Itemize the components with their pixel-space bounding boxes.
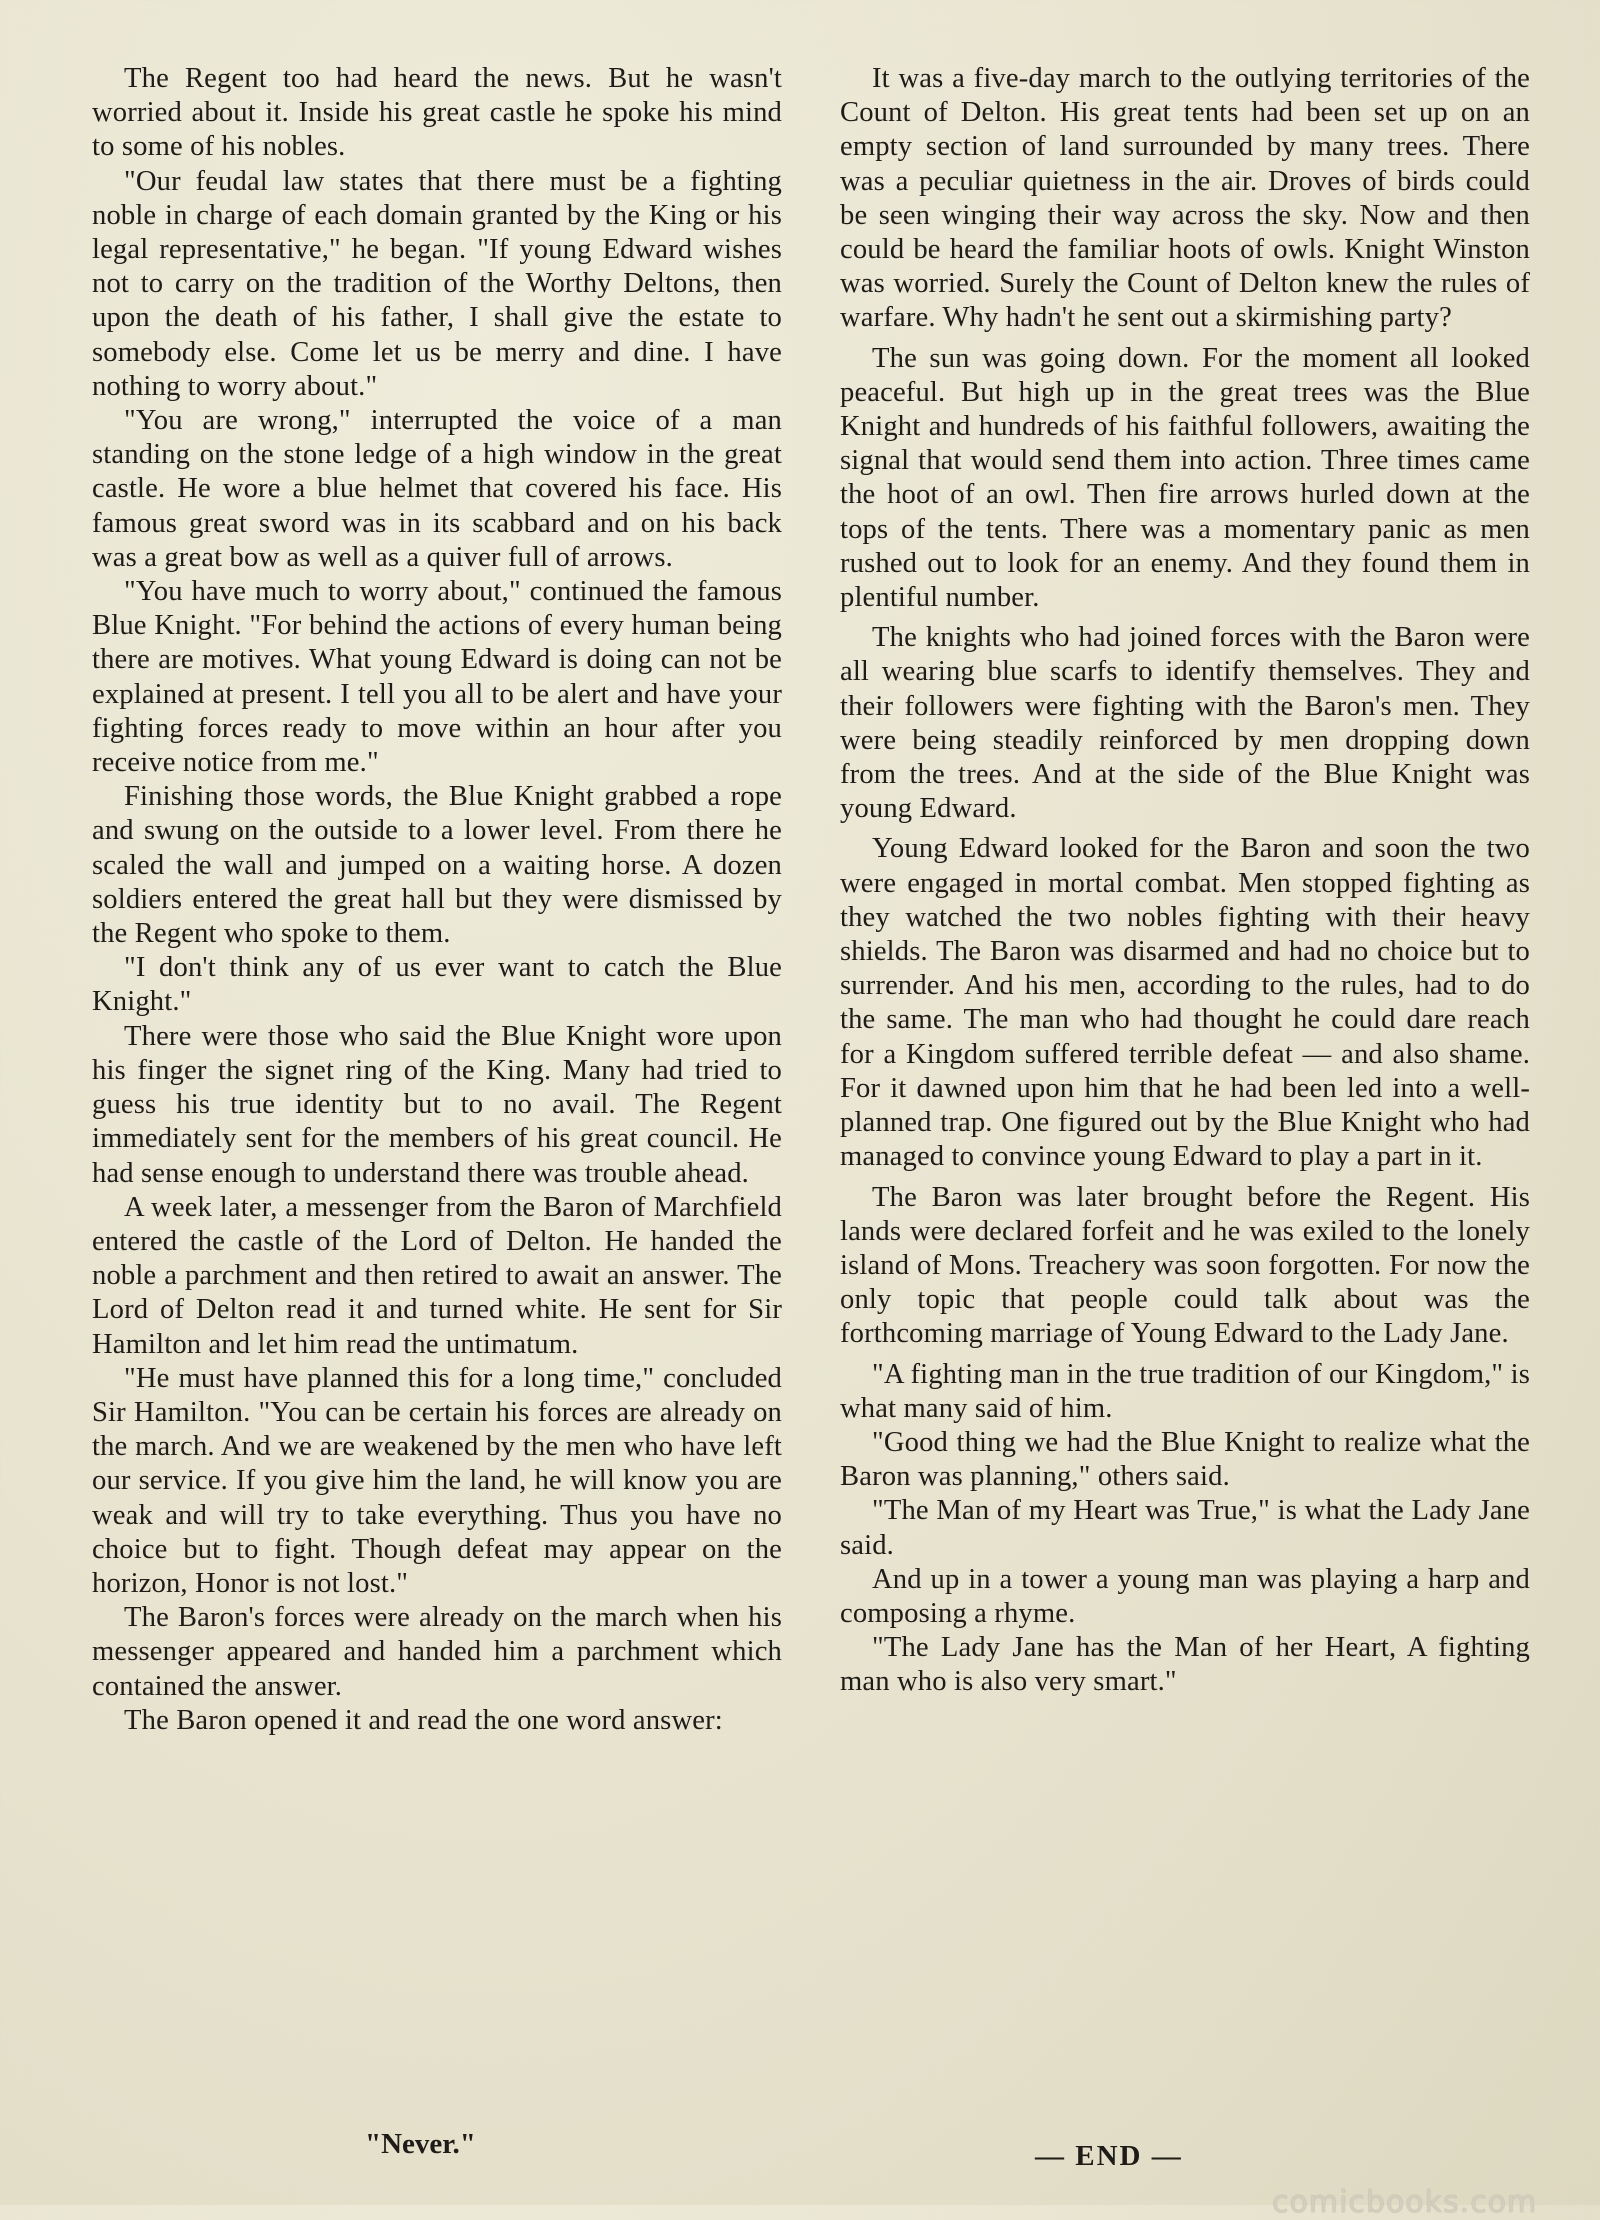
paragraph: "Our feudal law states that there must be a fighting noble in charge of each domain granted by the King or his legal representative," he began. "If young Edward wishes not to carry on the tradition of the Worthy Deltons, then upon the death of his father, I shall give the estate to somebody else. Come let us be merry and dine. I have nothing to worry about."	[92, 165, 782, 402]
paragraph: The Regent too had heard the news. But he wasn't worried about it. Inside his great castle he spoke his mind to some of his nobles.	[92, 63, 782, 163]
paragraph: "You have much to worry about," continued the famous Blue Knight. "For behind the actions of every human being there are motives. What young Edward is doing can not be explained at present. I tell you all to be alert and have your fighting forces ready to move within an hour after you receive notice from me."	[92, 576, 782, 779]
paragraph: The Baron opened it and read the one word answer:	[124, 1704, 723, 1736]
paragraph: There were those who said the Blue Knight wore upon his finger the signet ring of the King. Many had tried to guess his true identity but to no avail. The Regent immediately sent for the members of his great council. He had sense enough to understand there was trouble ahead.	[92, 1020, 782, 1189]
right-text-column	[840, 62, 1530, 1700]
left-text-column	[92, 62, 782, 1738]
paragraph: "A fighting man in the true tradition of our Kingdom," is what many said of him.	[840, 1358, 1530, 1424]
paragraph: It was a five-day march to the outlying territories of the Count of Delton. His great tents had been set up on an empty section of land surrounded by many trees. There was a peculiar quietness in the air. Droves of birds could be seen winging their way across the sky. Now and then could be heard the familiar hoots of owls. Knight Winston was worried. Surely the Count of Delton knew the rules of warfare. Why hadn't he sent out a skirmishing party?	[840, 63, 1530, 334]
paragraph: Finishing those words, the Blue Knight grabbed a rope and swung on the outside to a lower level. From there he scaled the wall and jumped on a waiting horse. A dozen soldiers entered the great hall but they were dismissed by the Regent who spoke to them.	[92, 781, 782, 950]
site-watermark: comicbooks.com	[1272, 2185, 1538, 2220]
paragraph: "The Man of my Heart was True," is what the Lady Jane said.	[840, 1495, 1530, 1561]
paragraph: A week later, a messenger from the Baron of Marchfield entered the castle of the Lord of Delton. He handed the noble a parchment and then retired to await an answer. The Lord of Delton read it and turned white. He sent for Sir Hamilton and let him read the untimatum.	[92, 1191, 782, 1360]
end-mark: — END —	[1035, 2140, 1183, 2172]
paragraph: "He must have planned this for a long time," concluded Sir Hamilton. "You can be certain his forces are already on the march. And we are weakened by the men who have left our service. If you give him the land, he will know you are weak and will try to take everything. Thus you have no choice but to fight. Though defeat may appear on the horizon, Honor is not lost."	[92, 1362, 782, 1599]
paragraph: The sun was going down. For the moment all looked peaceful. But high up in the great trees was the Blue Knight and hundreds of his faithful followers, awaiting the signal that would send them into action. Three times came the hoot of an owl. Then fire arrows hurled down at the tops of the tents. There was a momentary panic as men rushed out to look for an enemy. And they found them in plentiful number.	[840, 342, 1530, 614]
paragraph: The Baron's forces were already on the march when his messenger appeared and handed him a parchment which contained the answer.	[92, 1602, 782, 1702]
paragraph: "I don't think any of us ever want to catch the Blue Knight."	[92, 952, 782, 1018]
paragraph: Young Edward looked for the Baron and soon the two were engaged in mortal combat. Men stopped fighting as they watched the two nobles fighting with their heavy shields. The Baron was disarmed and had no choice but to surrender. And his men, according to the rules, had to do the same. The man who had thought he could dare reach for a Kingdom suffered terrible defeat — and also shame. For it dawned upon him that he had been led into a well-planned trap. One figured out by the Blue Knight who had managed to convince young Edward to play a part in it.	[840, 833, 1530, 1173]
one-word-answer: "Never."	[365, 2128, 476, 2160]
paragraph: The knights who had joined forces with the Baron were all wearing blue scarfs to identify themselves. They and their followers were fighting with the Baron's men. They were being steadily reinforced by men dropping down from the trees. And at the side of the Blue Knight was young Edward.	[840, 622, 1530, 825]
paragraph: "The Lady Jane has the Man of her Heart, A fighting man who is also very smart."	[840, 1632, 1530, 1698]
paragraph: "You are wrong," interrupted the voice of a man standing on the stone ledge of a high window in the great castle. He wore a blue helmet that covered his face. His famous great sword was in its scabbard and on his back was a great bow as well as a quiver full of arrows.	[92, 405, 782, 573]
paragraph: The Baron was later brought before the Regent. His lands were declared forfeit and he was exiled to the lonely island of Mons. Treachery was soon forgotten. For now the only topic that people could talk about was the forthcoming marriage of Young Edward to the Lady Jane.	[840, 1181, 1530, 1350]
paragraph: "Good thing we had the Blue Knight to realize what the Baron was planning," others said.	[840, 1426, 1530, 1493]
paragraph: And up in a tower a young man was playing a harp and composing a rhyme.	[840, 1563, 1530, 1629]
